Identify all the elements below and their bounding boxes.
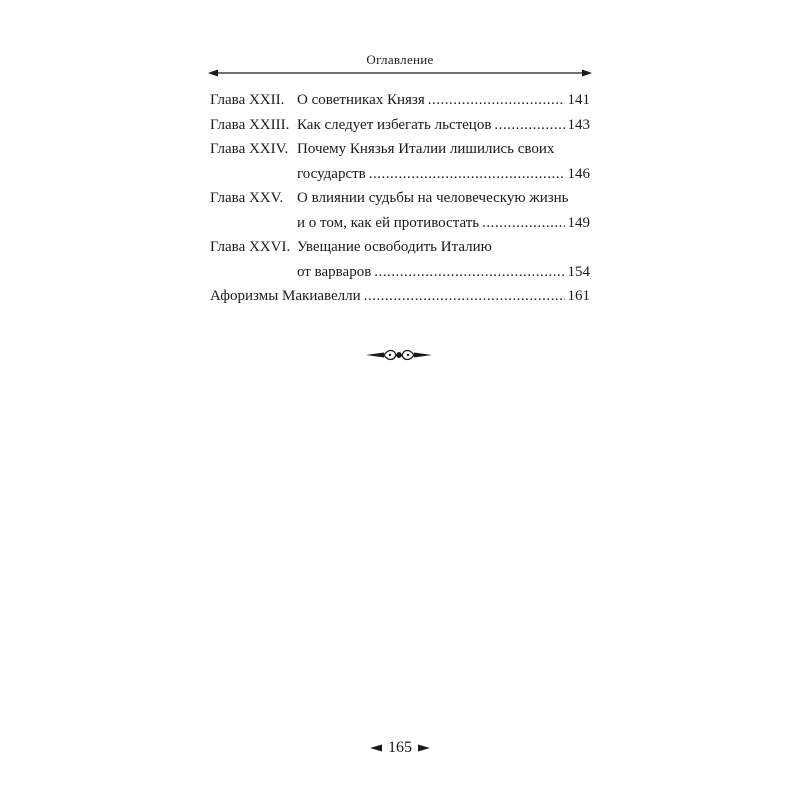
toc-entry-chapter-26[interactable] [210, 235, 590, 284]
page-ref: 141 [567, 92, 590, 108]
page-ref: 161 [567, 288, 590, 304]
page-ref: 146 [567, 165, 590, 182]
chapter-title: Как следует избегать льстецов [297, 116, 492, 133]
dot-leader [494, 113, 564, 138]
chapter-label: Глава XXV. [210, 190, 284, 206]
page-number-footer [360, 738, 440, 758]
toc-entry-chapter-22[interactable] [210, 88, 590, 113]
chapter-title-line: Почему Князья Италии лишились своих [297, 141, 555, 157]
chapter-title-line: Увещание освободить Италию [297, 239, 492, 255]
toc-entry-chapter-24[interactable] [210, 137, 590, 186]
header-rule-ornament [208, 68, 592, 78]
chapter-title: государств [297, 165, 366, 182]
dot-leader [428, 88, 565, 113]
toc-entry-aphorisms[interactable] [210, 284, 590, 309]
chapter-label: Глава XXIII. [210, 116, 290, 133]
dot-leader [482, 211, 564, 236]
chapter-label: Глава XXVI. [210, 239, 291, 255]
arrow-right-icon [418, 744, 430, 752]
page-ref: 154 [567, 263, 590, 280]
section-title: Афоризмы Макиавелли [210, 288, 361, 304]
arrow-left-icon [370, 744, 382, 752]
chapter-title: и о том, как ей противостать [297, 214, 480, 231]
dot-leader [364, 284, 565, 309]
page-number: 165 [388, 739, 412, 756]
table-of-contents [210, 88, 590, 309]
dot-leader [374, 260, 564, 285]
page-ref: 143 [567, 116, 590, 133]
chapter-label: Глава XXIV. [210, 141, 289, 157]
chapter-label: Глава XXII. [210, 92, 285, 108]
toc-entry-chapter-23[interactable] [210, 113, 590, 138]
chapter-title-line: О влиянии судьбы на человеческую жизнь [297, 190, 569, 206]
chapter-title: от варваров [297, 263, 372, 280]
running-head: Оглавление [366, 52, 434, 67]
chapter-title: О советниках Князя [297, 92, 425, 108]
dot-leader [369, 162, 565, 187]
section-end-ornament [366, 348, 432, 362]
page-ref: 149 [567, 214, 590, 231]
toc-entry-chapter-25[interactable] [210, 186, 590, 235]
